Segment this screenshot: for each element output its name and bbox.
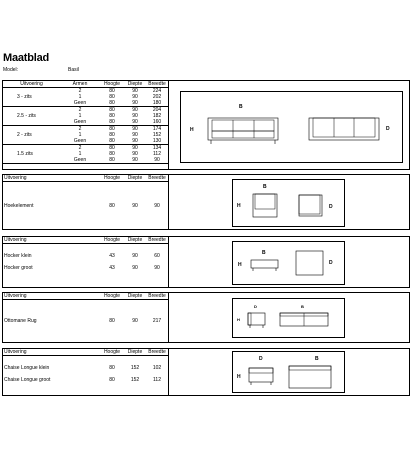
value-cell: 90 <box>132 88 138 94</box>
value-cell: 112 <box>153 377 161 383</box>
value-cell: 90 <box>146 157 168 164</box>
col-breedte: Breedte <box>146 237 168 244</box>
value-cell: 204 <box>152 107 162 113</box>
armen-cell: 2 <box>78 145 82 151</box>
row-name: Hoekelement <box>4 203 34 209</box>
table-row <box>3 250 168 262</box>
value-cell: 80 <box>109 94 115 100</box>
value-cell: 80 <box>109 107 115 113</box>
col-diepte: Diepte <box>124 349 146 356</box>
value-cell: 90 <box>132 126 138 132</box>
value-cell: 90 <box>132 94 138 100</box>
dim-label-d: D <box>259 356 263 362</box>
ottomane-section <box>2 292 410 343</box>
dim-label-d: D <box>386 126 390 132</box>
value-cell: 80 <box>109 88 115 94</box>
dim-label-h: H <box>237 203 241 209</box>
col-uitvoering: Uitvoering <box>3 81 60 88</box>
value-cell: 90 <box>132 132 138 138</box>
value-cell: 43 <box>109 253 115 259</box>
value-cell: 80 <box>109 132 115 138</box>
dim-label-b: B <box>263 184 267 190</box>
sofa-table <box>3 81 168 164</box>
value-cell: 134 <box>152 145 162 151</box>
hocker-drawing <box>232 241 345 285</box>
dim-label-b: B <box>262 250 266 256</box>
dim-label-h: H <box>237 374 241 380</box>
ottomane-table <box>3 293 168 327</box>
dim-label-d: D <box>329 260 333 266</box>
value-cell: 80 <box>109 145 115 151</box>
value-cell: 160 <box>146 119 168 126</box>
dim-label-h: H <box>190 127 194 133</box>
spacer-row <box>3 300 168 316</box>
value-cell: 90 <box>124 100 146 107</box>
value-cell: 90 <box>132 318 138 324</box>
group-name: 2.5 - zits <box>3 107 60 126</box>
value-cell: 112 <box>153 151 161 157</box>
col-breedte: Breedte <box>146 349 168 356</box>
chaise-table <box>3 349 168 386</box>
dim-label-h: H <box>237 317 240 322</box>
col-armen: Armen <box>60 81 100 88</box>
sofa-section <box>2 80 410 170</box>
value-cell: 80 <box>100 157 124 164</box>
row-name: Chaise Longue klein <box>4 365 50 371</box>
row-name: Hocker groot <box>4 265 33 271</box>
value-cell: 90 <box>132 253 138 259</box>
model-value: Basil <box>68 67 79 73</box>
dim-label-h: H <box>238 262 242 268</box>
value-cell: 80 <box>109 113 115 119</box>
row-name: Chaise Longue groot <box>4 377 51 383</box>
col-hoogte: Hoogte <box>100 293 124 300</box>
sofa-dimension-svg <box>181 92 402 162</box>
col-diepte: Diepte <box>124 237 146 244</box>
dim-label-b: B <box>301 304 304 309</box>
value-cell: 90 <box>124 138 146 145</box>
value-cell: 90 <box>154 203 160 209</box>
group-name: 2 - zits <box>3 126 60 145</box>
value-cell: 182 <box>152 113 162 119</box>
dim-label-d: D <box>254 304 257 309</box>
value-cell: 80 <box>109 203 115 209</box>
group-name: 3 - zits <box>3 88 60 107</box>
table-row <box>3 200 168 212</box>
dim-label-b: B <box>239 104 243 110</box>
value-cell: 80 <box>109 377 115 383</box>
sofa-drawing <box>180 91 403 163</box>
page-title: Maatblad <box>3 52 50 64</box>
col-uitvoering: Uitvoering <box>3 175 100 182</box>
col-hoogte: Hoogte <box>100 81 124 88</box>
ottomane-dimension-svg <box>233 299 344 337</box>
value-cell: 152 <box>130 377 140 383</box>
value-cell: 60 <box>154 253 160 259</box>
value-cell: 180 <box>146 100 168 107</box>
value-cell: 90 <box>132 203 138 209</box>
col-hoogte: Hoogte <box>100 175 124 182</box>
col-hoogte: Hoogte <box>100 237 124 244</box>
hocker-table <box>3 237 168 274</box>
armen-cell: Geen <box>60 100 100 107</box>
hocker-section <box>2 236 410 288</box>
value-cell: 90 <box>132 265 138 271</box>
armen-cell: 1 <box>78 113 82 119</box>
value-cell: 90 <box>124 157 146 164</box>
armen-cell: 1 <box>78 94 82 100</box>
value-cell: 80 <box>100 138 124 145</box>
dim-label-b: B <box>315 356 319 362</box>
value-cell: 90 <box>132 107 138 113</box>
hoek-drawing <box>232 179 345 227</box>
value-cell: 102 <box>152 365 162 371</box>
armen-cell: 2 <box>78 88 82 94</box>
table-row <box>3 362 168 374</box>
row-name: Hocker klein <box>4 253 32 259</box>
chaise-drawing <box>232 351 345 393</box>
value-cell: 80 <box>109 151 115 157</box>
col-diepte: Diepte <box>124 175 146 182</box>
value-cell: 217 <box>152 318 162 324</box>
value-cell: 80 <box>109 126 115 132</box>
value-cell: 224 <box>152 88 162 94</box>
value-cell: 80 <box>109 365 115 371</box>
col-uitvoering: Uitvoering <box>3 237 100 244</box>
armen-cell: Geen <box>60 157 100 164</box>
value-cell: 202 <box>152 94 162 100</box>
table-row <box>3 315 168 327</box>
row-name: Ottomane Rug <box>4 318 37 324</box>
col-uitvoering: Uitvoering <box>3 293 100 300</box>
value-cell: 90 <box>132 151 138 157</box>
value-cell: 80 <box>100 100 124 107</box>
value-cell: 80 <box>109 318 115 324</box>
hocker-dimension-svg <box>233 242 344 284</box>
armen-cell: Geen <box>60 119 100 126</box>
value-cell: 43 <box>109 265 115 271</box>
value-cell: 90 <box>154 265 160 271</box>
armen-cell: 2 <box>78 107 82 113</box>
col-uitvoering: Uitvoering <box>3 349 100 356</box>
dim-label-d: D <box>329 204 333 210</box>
table-row <box>3 262 168 274</box>
armen-cell: 2 <box>78 126 82 132</box>
col-breedte: Breedte <box>146 293 168 300</box>
value-cell: 90 <box>124 119 146 126</box>
hoek-table <box>3 175 168 212</box>
value-cell: 152 <box>130 365 140 371</box>
col-diepte: Diepte <box>124 81 146 88</box>
hoek-dimension-svg <box>233 180 344 226</box>
ottomane-drawing <box>232 298 345 338</box>
value-cell: 130 <box>146 138 168 145</box>
value-cell: 174 <box>152 126 162 132</box>
armen-cell: 1 <box>78 132 82 138</box>
value-cell: 90 <box>132 113 138 119</box>
table-row <box>3 374 168 386</box>
col-breedte: Breedte <box>146 81 168 88</box>
chaise-dimension-svg <box>233 352 344 392</box>
group-name: 1.5 zits <box>3 145 60 164</box>
armen-cell: Geen <box>60 138 100 145</box>
value-cell: 152 <box>152 132 162 138</box>
col-breedte: Breedte <box>146 175 168 182</box>
spacer-row <box>3 182 168 201</box>
col-hoogte: Hoogte <box>100 349 124 356</box>
chaise-section <box>2 348 410 396</box>
col-diepte: Diepte <box>124 293 146 300</box>
model-label: Model: <box>3 67 19 73</box>
armen-cell: 1 <box>78 151 82 157</box>
value-cell: 80 <box>100 119 124 126</box>
hoek-section <box>2 174 410 230</box>
value-cell: 90 <box>132 145 138 151</box>
